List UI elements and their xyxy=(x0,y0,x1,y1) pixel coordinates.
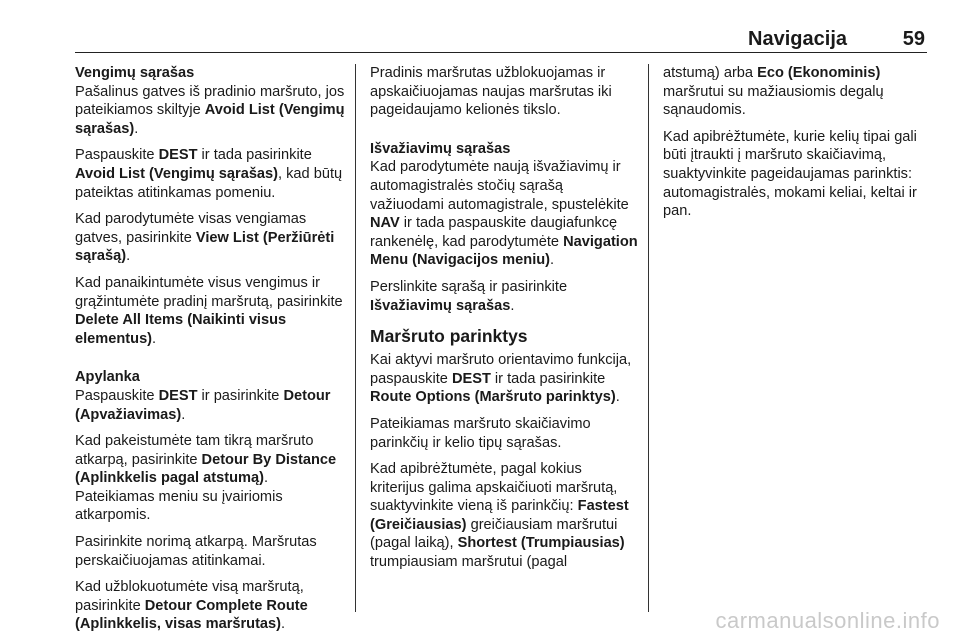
watermark-text: carmanualsonline.info xyxy=(715,608,940,633)
column-3 xyxy=(663,64,927,229)
paragraph: atstumą) arba Eco (Ekonominis) maršrutui su mažiausiomis degalų sąnaudomis. xyxy=(663,65,884,119)
paragraph: Pradinis maršrutas užblokuojamas ir apskaičiuojamas naujas maršrutas iki pageidaujamo kelionės tikslo. xyxy=(370,65,612,119)
paragraph: Kad apibrėžtumėte, kurie kelių tipai gali būti įtraukti į maršruto skaičiavimą, suaktyvinkite pageidaujamas parinktis: automagistralės, mokami keliai, keltai ir pan. xyxy=(663,128,917,220)
heading-detour: Apylanka xyxy=(75,369,140,386)
paragraph: Pateikiamas maršruto skaičiavimo parinkčių ir kelio tipų sąrašas. xyxy=(370,415,591,451)
column-divider xyxy=(355,64,356,612)
paragraph: Pasirinkite norimą atkarpą. Maršrutas perskaičiuojamas atitinkamai. xyxy=(75,534,317,569)
page-header xyxy=(75,28,927,50)
paragraph: Perslinkite sąrašą ir pasirinkite Išvažiavimų sąrašas. xyxy=(370,278,568,314)
paragraph: Kad užblokuotumėte visą maršrutą, pasirinkite Detour Complete Route (Aplinkkelis, visas maršrutas). xyxy=(75,579,308,633)
heading-route-options: Maršruto parinktys xyxy=(370,326,528,347)
paragraph: Kad panaikintumėte visus vengimus ir grąžintumėte pradinį maršrutą, pasirinkite Delete All Items (Naikinti visus elementus). xyxy=(75,274,343,347)
heading-avoid-list: Vengimų sąrašas xyxy=(75,65,195,81)
heading-exit-list: Išvažiavimų sąrašas xyxy=(370,140,511,157)
paragraph: Kad parodytumėte visas vengiamas gatves, pasirinkite View List (Peržiūrėti sąrašą). xyxy=(75,211,335,265)
section-title: Navigacija xyxy=(748,28,847,50)
paragraph: Kad pakeistumėte tam tikrą maršruto atkarpą, pasirinkite Detour By Distance (Aplinkkelis pagal atstumą). Pateikiamas meniu su įvairiomis atkarpomis. xyxy=(75,433,337,524)
column-1 xyxy=(75,64,345,642)
paragraph: Kad parodytumėte naują išvažiavimų ir automagistralės stočių sąrašą važiuodami automagistrale, spustelėkite NAV ir tada paspauskite daugiafunkcę rankenėlę, kad parodytumėte Navigation Menu (Navigacijos meniu). xyxy=(370,159,638,269)
header-divider xyxy=(75,52,927,53)
page-number: 59 xyxy=(902,28,925,50)
paragraph: Kai aktyvi maršruto orientavimo funkcija, paspauskite DEST ir tada pasirinkite Route Options (Maršruto parinktys). xyxy=(370,352,632,406)
paragraph: Pašalinus gatves iš pradinio maršruto, jos pateikiamos skiltyje Avoid List (Vengimų sąrašas). xyxy=(75,83,345,137)
column-2 xyxy=(370,64,640,580)
paragraph: Paspauskite DEST ir pasirinkite Detour (Apvažiavimas). xyxy=(75,387,331,423)
paragraph: Paspauskite DEST ir tada pasirinkite Avoid List (Vengimų sąrašas), kad būtų pateiktas atitinkamas pomeniu. xyxy=(75,147,343,201)
column-divider xyxy=(648,64,649,612)
paragraph: Kad apibrėžtumėte, pagal kokius kriterijus galima apskaičiuoti maršrutą, suaktyvinkite vieną iš parinkčių: Fastest (Greičiausias) greičiausiam maršrutui (pagal laiką), Shortest (Trumpiausias) trumpiausiam maršrutui (pagal xyxy=(370,461,629,571)
